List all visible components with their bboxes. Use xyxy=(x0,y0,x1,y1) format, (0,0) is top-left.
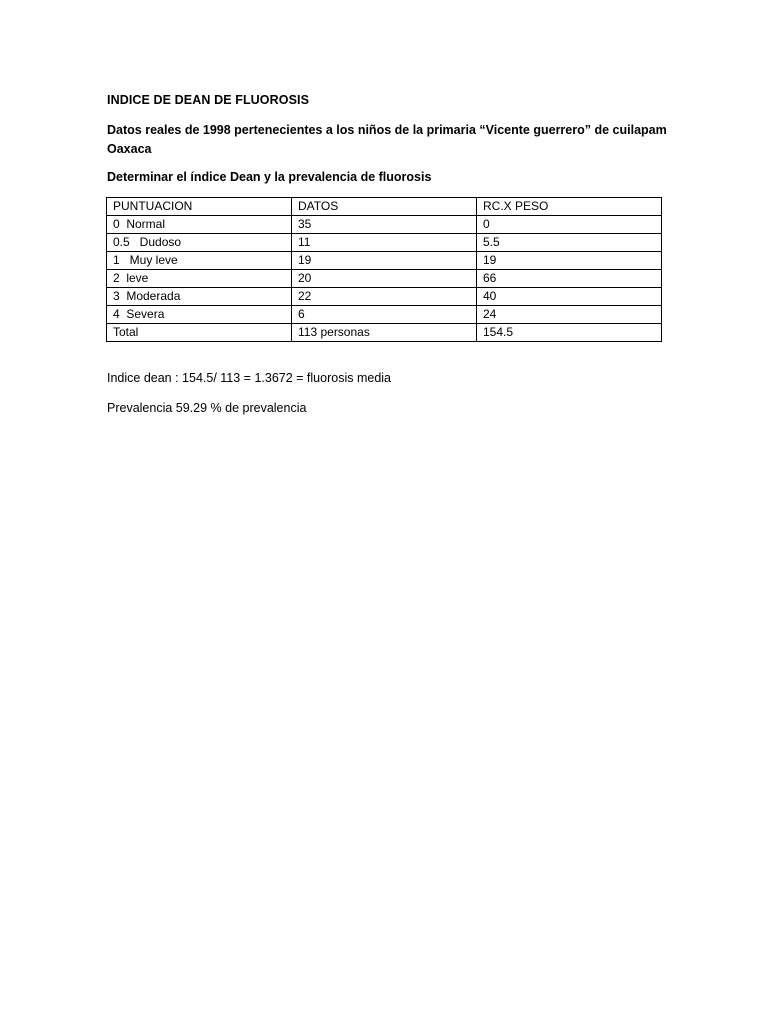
header-puntuacion: PUNTUACION xyxy=(107,198,292,216)
table-cell: 2 leve xyxy=(107,270,292,288)
table-row xyxy=(107,270,662,288)
dean-index-result: Indice dean : 154.5/ 113 = 1.3672 = fluorosis media xyxy=(107,371,391,385)
table-cell: 3 Moderada xyxy=(107,288,292,306)
table-cell: 22 xyxy=(292,288,477,306)
table-cell: 154.5 xyxy=(477,324,662,342)
table-cell: 20 xyxy=(292,270,477,288)
table-cell: 19 xyxy=(477,252,662,270)
table-row xyxy=(107,288,662,306)
table-cell: 113 personas xyxy=(292,324,477,342)
header-rc-peso: RC.X PESO xyxy=(477,198,662,216)
table-cell: Total xyxy=(107,324,292,342)
table-cell: 1 Muy leve xyxy=(107,252,292,270)
table-header-row xyxy=(107,198,662,216)
table-cell: 0.5 Dudoso xyxy=(107,234,292,252)
dean-index-table xyxy=(106,197,662,342)
table-cell: 66 xyxy=(477,270,662,288)
table-cell: 0 xyxy=(477,216,662,234)
table-cell: 0 Normal xyxy=(107,216,292,234)
table-cell: 35 xyxy=(292,216,477,234)
table-cell: 24 xyxy=(477,306,662,324)
table-total-row xyxy=(107,324,662,342)
header-datos: DATOS xyxy=(292,198,477,216)
table-cell: 5.5 xyxy=(477,234,662,252)
table-cell: 4 Severa xyxy=(107,306,292,324)
prevalence-result: Prevalencia 59.29 % de prevalencia xyxy=(107,401,307,415)
document-title: INDICE DE DEAN DE FLUOROSIS xyxy=(107,93,310,107)
table-row xyxy=(107,234,662,252)
table-row xyxy=(107,216,662,234)
table-row xyxy=(107,252,662,270)
table-cell: 6 xyxy=(292,306,477,324)
table-cell: 40 xyxy=(477,288,662,306)
table-row xyxy=(107,306,662,324)
table-cell: 19 xyxy=(292,252,477,270)
table-cell: 11 xyxy=(292,234,477,252)
task-paragraph: Determinar el índice Dean y la prevalencia de fluorosis xyxy=(107,170,432,184)
intro-paragraph: Datos reales de 1998 pertenecientes a los niños de la primaria “Vicente guerrero” de cuilapam Oaxaca xyxy=(107,123,667,156)
